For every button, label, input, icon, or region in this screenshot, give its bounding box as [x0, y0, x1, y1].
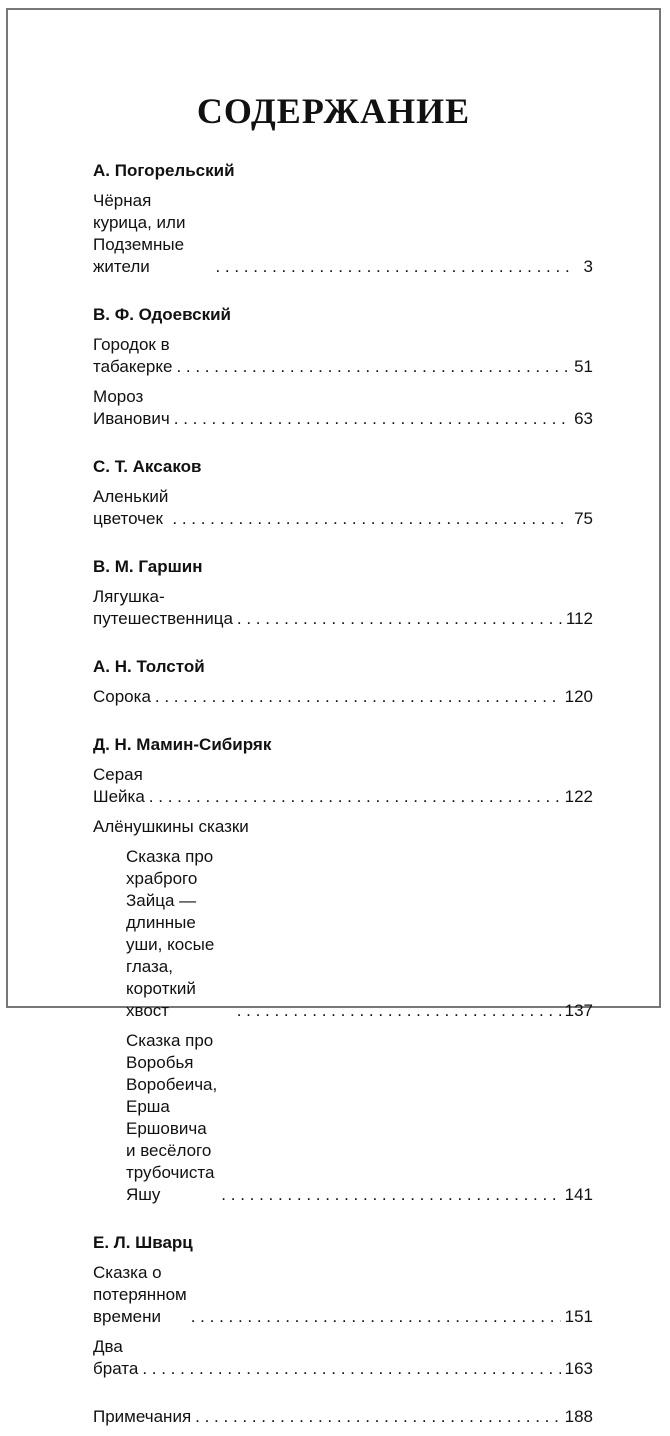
entry-title: Серая Шейка — [93, 765, 145, 806]
toc-entry[interactable] — [93, 334, 593, 378]
toc-entry[interactable] — [93, 764, 593, 808]
dot-leader — [191, 1306, 561, 1328]
entry-title: Два брата — [93, 1337, 139, 1378]
page-number: 3 — [583, 257, 593, 276]
author-heading: А. Погорельский — [93, 161, 235, 180]
entry-title: Сказка про Воробья Воробеича, Ерша Ершовича и весёлого трубочиста Яшу — [126, 1031, 218, 1204]
toc-entry[interactable] — [93, 686, 593, 708]
page-number: 188 — [564, 1407, 593, 1426]
dot-leader — [176, 356, 570, 378]
toc-entry-notes[interactable] — [93, 1406, 593, 1428]
entry-title: Сорока — [93, 687, 151, 706]
author-heading: Д. Н. Мамин-Сибиряк — [93, 735, 272, 754]
entry-title: Мороз Иванович — [93, 387, 170, 428]
page-number: 163 — [564, 1359, 593, 1378]
toc-entry[interactable] — [126, 1030, 593, 1206]
dot-leader — [172, 508, 570, 530]
toc-entry[interactable] — [93, 1262, 593, 1328]
page-number: 51 — [574, 357, 593, 376]
page-number: 137 — [564, 1001, 593, 1020]
dot-leader — [237, 608, 562, 630]
toc-entry[interactable] — [93, 386, 593, 430]
author-heading: А. Н. Толстой — [93, 657, 205, 676]
dot-leader — [237, 1000, 561, 1022]
table-of-contents — [93, 160, 593, 1436]
entry-title: Чёрная курица, или Подземные жители — [93, 191, 186, 276]
dot-leader — [174, 408, 570, 430]
author-heading: С. Т. Аксаков — [93, 457, 202, 476]
dot-leader — [155, 686, 561, 708]
dot-leader — [149, 786, 561, 808]
entry-title: Аленький цветочек — [93, 487, 169, 528]
entry-title: Примечания — [93, 1407, 192, 1426]
page-number: 141 — [564, 1185, 593, 1204]
entry-title: Сказка про храброго Зайца — длинные уши, косые глаза, короткий хвост — [126, 847, 215, 1020]
dot-leader — [142, 1358, 560, 1380]
page-number: 112 — [565, 609, 593, 628]
dot-leader — [215, 256, 575, 278]
toc-entry[interactable] — [93, 486, 593, 530]
author-heading: В. М. Гаршин — [93, 557, 203, 576]
toc-entry[interactable] — [93, 1336, 593, 1380]
author-heading: В. Ф. Одоевский — [93, 305, 232, 324]
dot-leader — [195, 1406, 560, 1428]
author-heading: Е. Л. Шварц — [93, 1233, 193, 1252]
toc-entry[interactable] — [93, 586, 593, 630]
toc-entry[interactable] — [93, 190, 593, 278]
page-number: 120 — [564, 687, 593, 706]
entry-title: Лягушка-путешественница — [93, 587, 233, 628]
toc-entry[interactable] — [126, 846, 593, 1022]
page-number: 122 — [564, 787, 593, 806]
collection-heading: Алёнушкины сказки — [93, 817, 249, 836]
entry-title: Городок в табакерке — [93, 335, 173, 376]
entry-title: Сказка о потерянном времени — [93, 1263, 187, 1326]
page-title: СОДЕРЖАНИЕ — [196, 91, 471, 131]
page-number: 63 — [574, 409, 593, 428]
dot-leader — [221, 1184, 560, 1206]
page-number: 75 — [574, 509, 593, 528]
page-frame — [6, 8, 661, 1426]
page-number: 151 — [564, 1307, 593, 1326]
